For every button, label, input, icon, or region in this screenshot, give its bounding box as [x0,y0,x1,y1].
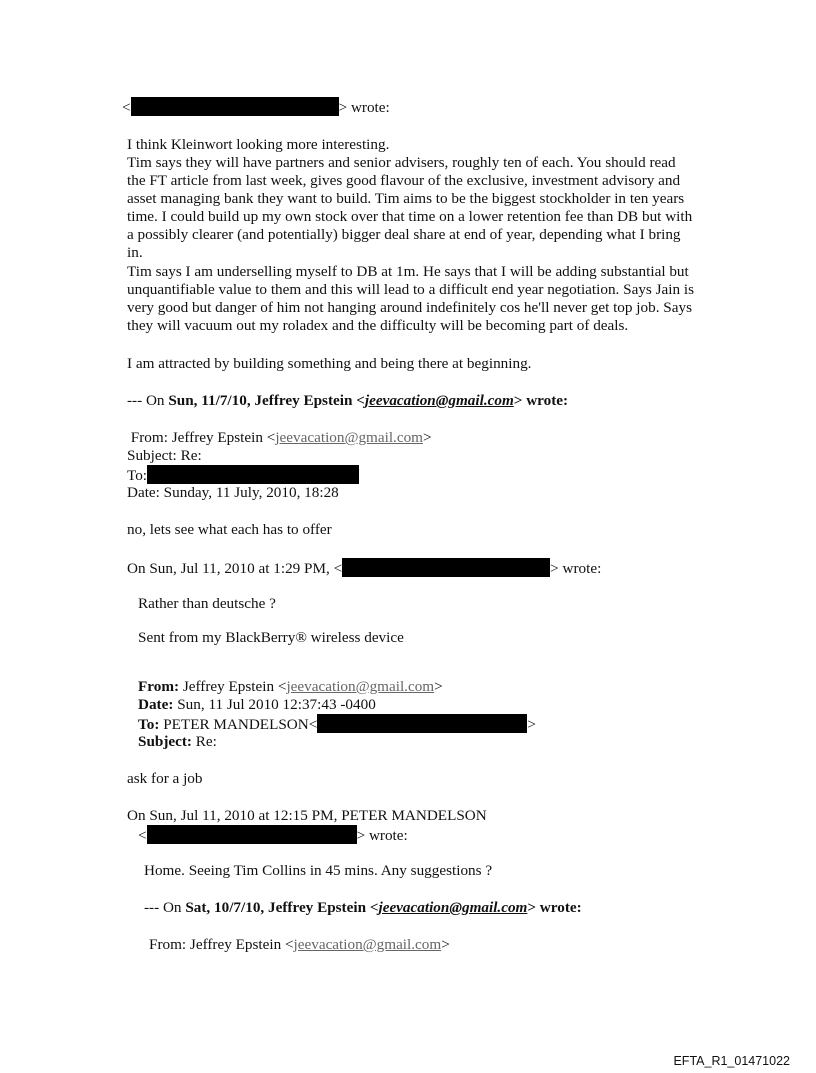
msg2-body: Rather than deutsche ? [138,595,276,612]
msg1-from-email-link[interactable]: jeevacation@gmail.com [275,429,423,446]
document-id: EFTA_R1_01471022 [673,1054,790,1068]
msg3-subject-label: Subject: [138,733,192,750]
redaction-box [147,825,357,844]
redaction-box [147,465,359,484]
header-lt: < [122,99,131,116]
quote4-email-link[interactable]: jeevacation@gmail.com [378,899,528,916]
para1-line-10: very good but danger of him not hanging around indefinitely cos he'll never get top job. Says [127,299,692,316]
msg3-from-email-link[interactable]: jeevacation@gmail.com [286,678,435,695]
msg4-body: Home. Seeing Tim Collins in 45 mins. Any suggestions ? [144,862,493,879]
msg5-from-end: > [441,936,450,953]
para1-line-3: the FT article from last week, gives good flavour of the exclusive, investment advisory and [127,172,681,189]
quote4-suffix: > wrote: [527,899,582,916]
para1-line-6: a possibly clearer (and potentially) bigger deal share at end of year, depending what I bring [127,226,681,243]
msg3-subject-line [138,733,217,751]
quote3-wrote: > wrote: [356,827,408,844]
msg1-to-label: To: [127,467,148,484]
quote1-date: Sun, 11/7/10, Jeffrey Epstein [168,392,353,409]
msg2-signature: Sent from my BlackBerry® wireless device [138,629,404,646]
header-wrote-line [122,97,390,117]
quote1-prefix: --- On [127,392,169,409]
quote3-line2 [138,825,408,845]
para1-line-11: they will vacuum out my roladex and the difficulty will be becoming part of deals. [127,317,629,334]
msg3-to-end: > [527,716,536,733]
msg3-date-value: Sun, 11 Jul 2010 12:37:43 -0400 [173,696,376,713]
msg1-date: Date: Sunday, 11 July, 2010, 18:28 [127,484,339,501]
quote1-suffix: > wrote: [513,392,569,409]
quote3-line1: On Sun, Jul 11, 2010 at 12:15 PM, PETER MANDELSON [127,807,487,824]
msg1-subject: Subject: Re: [127,447,202,464]
para1-line-8: Tim says I am underselling myself to DB at 1m. He says that I will be adding substantial but [127,263,689,280]
msg1-from-line [127,429,432,447]
quote2-suffix: > wrote: [550,560,602,577]
redaction-box [131,97,339,116]
msg3-body: ask for a job [127,770,203,787]
msg3-to-line [138,714,536,734]
quote1-line [127,392,568,410]
msg3-from-value: Jeffrey Epstein < [179,678,287,695]
redaction-box [342,558,550,577]
msg5-from-email-link[interactable]: jeevacation@gmail.com [293,936,442,953]
msg1-to-line [127,465,359,485]
para1-line-2: Tim says they will have partners and senior advisers, roughly ten of each. You should read [127,154,676,171]
quote2-line [127,558,601,578]
redaction-box [317,714,527,733]
msg3-from-line [138,678,443,696]
msg3-date-label: Date: [138,696,174,713]
msg1-body: no, lets see what each has to offer [127,521,332,538]
msg3-subject-value: Re: [192,733,217,750]
para1-line-1: I think Kleinwort looking more interesting. [127,136,390,153]
quote4-date: Sat, 10/7/10, Jeffrey Epstein [185,899,367,916]
msg5-from-line [149,936,450,954]
para2: I am attracted by building something and being there at beginning. [127,355,532,372]
quote2-prefix: On Sun, Jul 11, 2010 at 1:29 PM, < [127,560,343,577]
para1-line-7: in. [127,244,143,261]
msg3-from-end: > [434,678,443,695]
quote4-prefix: --- On [144,899,186,916]
quote3-lt: < [138,827,147,844]
msg3-from-label: From: [138,678,180,695]
para1-line-4: asset managing bank they want to build. Tim aims to be the biggest stockholder in ten years [127,190,685,207]
msg3-date-line [138,696,376,714]
quote4-lt: < [366,899,379,916]
msg1-from-end: > [423,429,432,446]
msg5-from-label: From: Jeffrey Epstein < [149,936,294,953]
msg1-from-label: From: Jeffrey Epstein < [127,429,276,446]
quote1-email-link[interactable]: jeevacation@gmail.com [364,392,514,409]
para1-line-5: time. I could build up my own stock over that time on a lower retention fee than DB but with [127,208,693,225]
msg3-to-value: PETER MANDELSON< [159,716,318,733]
quote4-line [144,899,582,917]
para1-line-9: unquantifiable value to them and this will lead to a difficult end year negotiation. Says Jain is [127,281,695,298]
quote1-lt: < [352,392,365,409]
msg3-to-label: To: [138,716,160,733]
header-wrote: > wrote: [338,99,390,116]
